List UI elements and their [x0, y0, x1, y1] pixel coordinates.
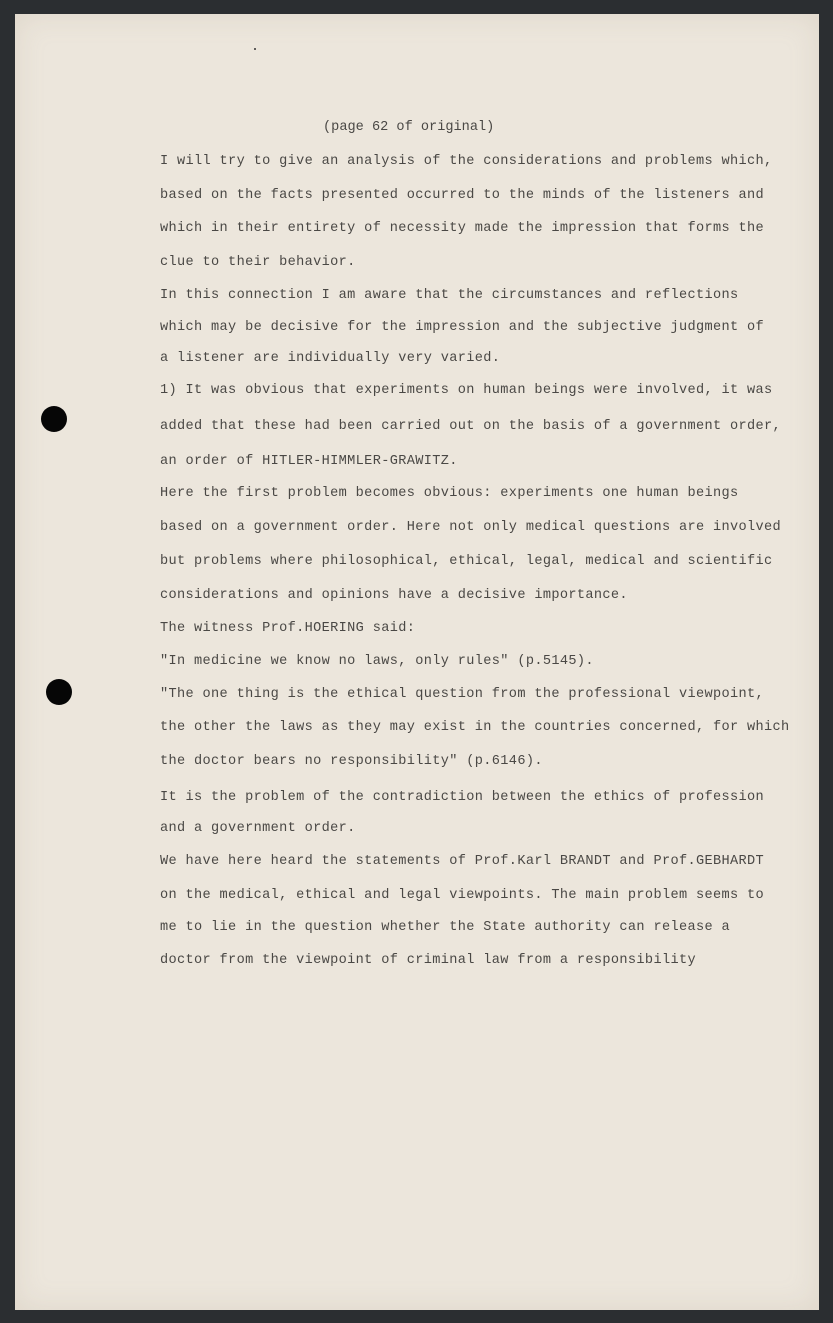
text-line: "The one thing is the ethical question from the professional viewpoint,	[160, 687, 765, 702]
text-line: added that these had been carried out on the basis of a government order,	[160, 419, 782, 434]
text-line: In this connection I am aware that the circumstances and reflections	[160, 288, 739, 303]
text-line: 1) It was obvious that experiments on human beings were involved, it was	[160, 383, 773, 398]
text-line: which in their entirety of necessity made the impression that forms the	[160, 221, 765, 236]
text-line: The witness Prof.HOERING said:	[160, 621, 416, 636]
text-line: based on a government order. Here not only medical questions are involved	[160, 520, 782, 535]
text-line: doctor from the viewpoint of criminal law from a responsibility	[160, 953, 696, 968]
text-line: "In medicine we know no laws, only rules" (p.5145).	[160, 654, 594, 669]
document-page	[15, 14, 819, 1310]
text-line: which may be decisive for the impression and the subjective judgment of	[160, 320, 765, 335]
page-reference: (page 62 of original)	[323, 120, 495, 135]
punch-hole-top	[41, 406, 67, 432]
ink-speck	[254, 48, 256, 50]
text-line: based on the facts presented occurred to the minds of the listeners and	[160, 188, 765, 203]
text-line: I will try to give an analysis of the considerations and problems which,	[160, 154, 773, 169]
text-line: Here the first problem becomes obvious: experiments one human beings	[160, 486, 739, 501]
punch-hole-bottom	[46, 679, 72, 705]
text-line: on the medical, ethical and legal viewpoints. The main problem seems to	[160, 888, 765, 903]
text-line: a listener are individually very varied.	[160, 351, 501, 366]
text-line: clue to their behavior.	[160, 255, 356, 270]
text-line: an order of HITLER-HIMMLER-GRAWITZ.	[160, 454, 458, 469]
text-line: but problems where philosophical, ethical, legal, medical and scientific	[160, 554, 773, 569]
text-line: We have here heard the statements of Prof.Karl BRANDT and Prof.GEBHARDT	[160, 854, 765, 869]
text-line: It is the problem of the contradiction between the ethics of profession	[160, 790, 765, 805]
text-line: considerations and opinions have a decisive importance.	[160, 588, 628, 603]
text-line: and a government order.	[160, 821, 356, 836]
text-line: the doctor bears no responsibility" (p.6146).	[160, 754, 543, 769]
text-line: the other the laws as they may exist in the countries concerned, for which	[160, 720, 790, 735]
text-line: me to lie in the question whether the State authority can release a	[160, 920, 731, 935]
